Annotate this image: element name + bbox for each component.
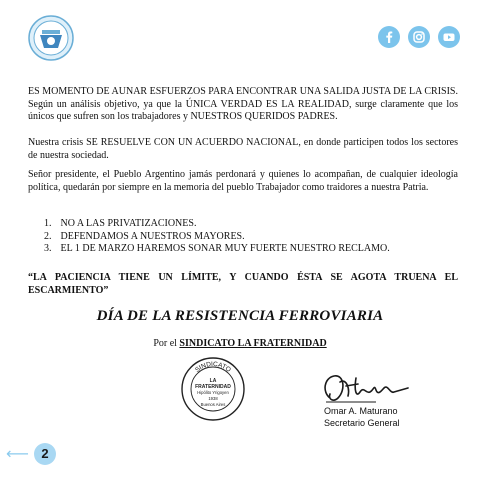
facebook-icon[interactable] [378, 26, 400, 48]
sindicato-logo [28, 15, 74, 61]
list-number: 2. [44, 230, 52, 242]
paragraph-presidente: Señor presidente, el Pueblo Argentino jamás perdonará y quienes lo acompañan, de cualquier ideología política, quedarán por siempre en la memoria del pueblo Trabajador como traidores a nuestra Patria. [28, 169, 458, 193]
list-item [44, 243, 390, 256]
instagram-icon[interactable] [408, 26, 430, 48]
demands-list [44, 218, 390, 256]
list-item [44, 218, 390, 231]
list-text: NO A LAS PRIVATIZACIONES. [60, 218, 197, 229]
list-number: 3. [44, 243, 52, 255]
back-arrow-icon[interactable]: ⟵ [6, 444, 29, 463]
list-item [44, 231, 390, 244]
signatory-name: Omar A. Maturano [324, 406, 398, 416]
union-stamp [180, 356, 246, 422]
list-text: DEFENDAMOS A NUESTROS MAYORES. [60, 230, 245, 242]
stamp-line: LA [209, 378, 217, 384]
stamp-arc-text: SINDICATO [193, 360, 232, 374]
list-text: EL 1 DE MARZO HAREMOS SONAR MUY FUERTE NUESTRO RECLAMO. [60, 243, 390, 255]
youtube-icon[interactable] [438, 26, 460, 48]
byline-prefix: Por el [153, 338, 177, 349]
stamp-line: FRATERNIDAD [195, 384, 231, 390]
stamp-line: 1938 [208, 396, 218, 401]
svg-text:SINDICATO [194, 361, 232, 374]
stamp-line: Hipólito Yrigoyen [197, 390, 229, 395]
stamp-line: Buenos Aires [200, 402, 226, 407]
list-number: 1. [44, 218, 52, 229]
page-number: 2 [34, 443, 56, 465]
paragraph-acuerdo: Nuestra crisis SE RESUELVE CON UN ACUERDO NACIONAL, en donde participen todos los sectores de nuestra sociedad. [28, 137, 458, 161]
paragraph-crisis: ES MOMENTO DE AUNAR ESFUERZOS PARA ENCONTRAR UNA SALIDA JUSTA DE LA CRISIS. Según un análisis objetivo, ya que la ÚNICA VERDAD ES LA REALIDAD, surge claramente que los únicos que sufren son los trabajadores y NUESTROS QUERIDOS PADRES. [28, 86, 458, 123]
byline-org: SINDICATO LA FRATERNIDAD [179, 338, 327, 349]
byline [0, 338, 480, 349]
quote-escarmiento: “LA PACIENCIA TIENE UN LÍMITE, Y CUANDO ÉSTA SE AGOTA TRUENA EL ESCARMIENTO” [28, 272, 458, 296]
signatory-title: Secretario General [324, 418, 400, 428]
signature-block [324, 405, 400, 429]
headline: DÍA DE LA RESISTENCIA FERROVIARIA [96, 308, 384, 324]
